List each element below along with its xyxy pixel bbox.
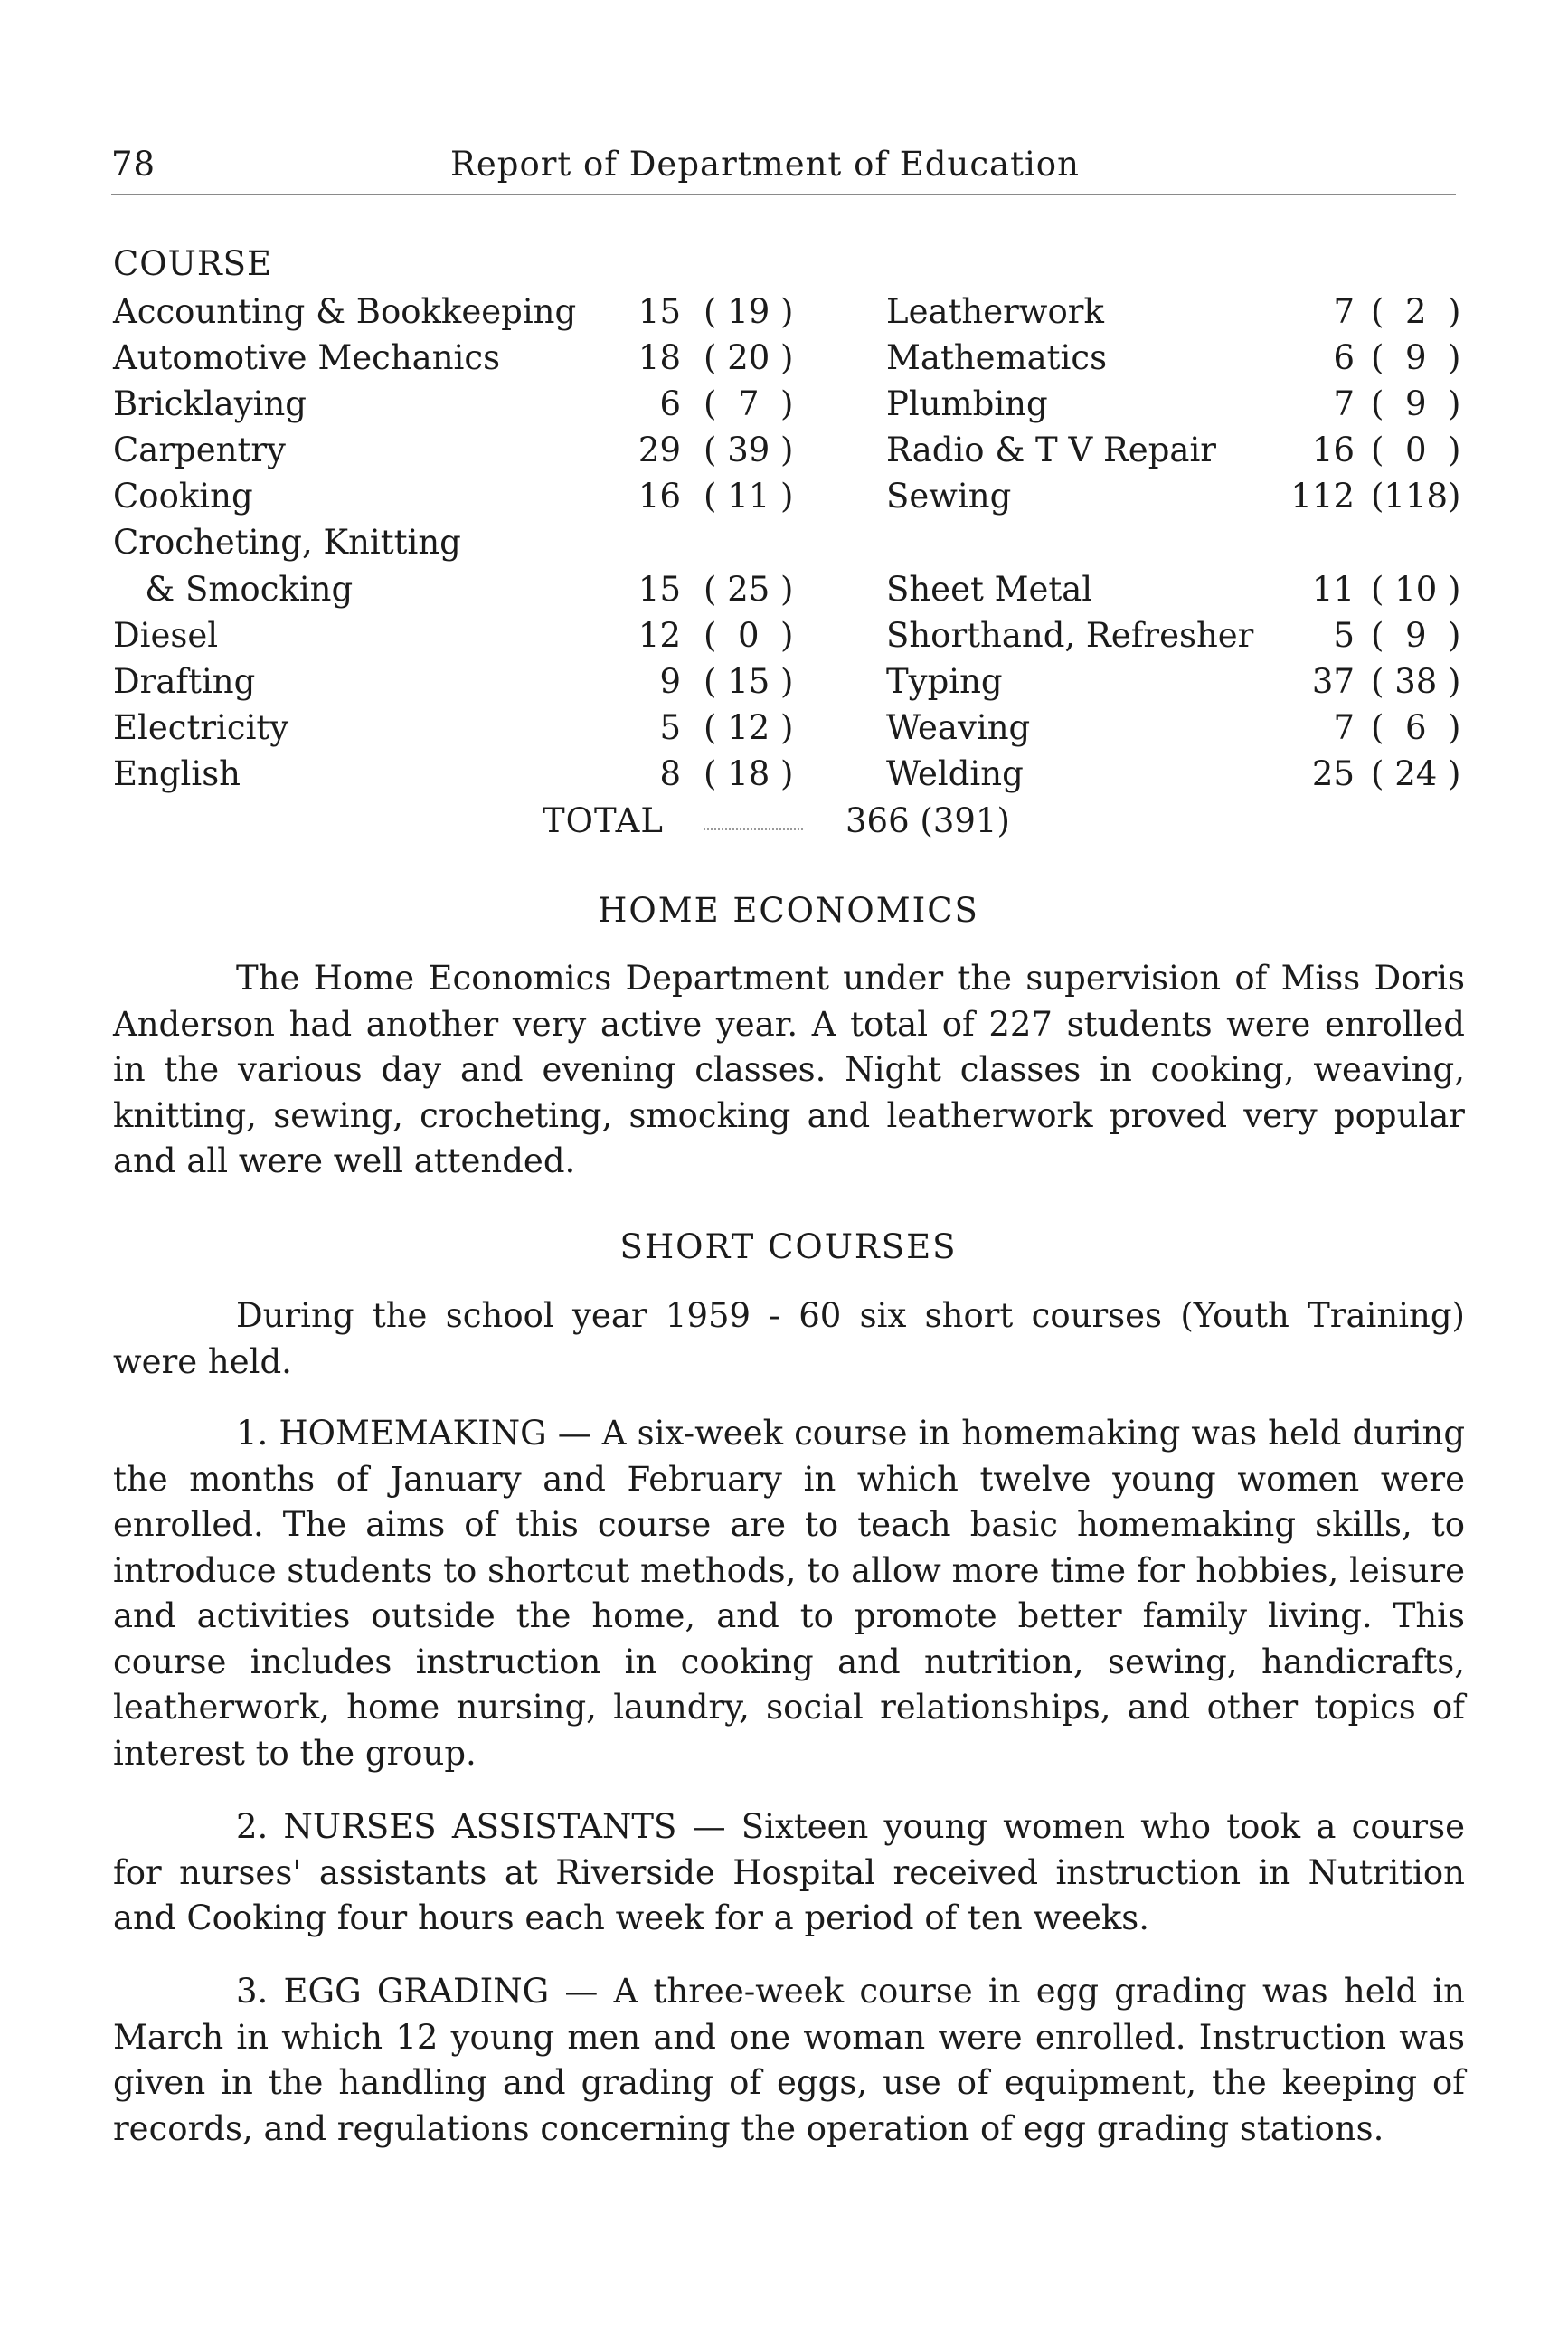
course-name: Typing [886,662,1003,701]
enrollment-previous: ( 9 ) [1371,616,1461,655]
enrollment-current: 9 [659,662,681,701]
short-courses-intro: During the school year 1959 - 60 six short courses (Youth Training) were held. [113,1296,1465,1381]
course-name: Leatherwork [886,292,1104,331]
enrollment-previous: ( 7 ) [704,384,794,423]
enrollment-previous: (118) [1371,477,1461,516]
table-row [0,289,1568,335]
section-title-short-courses: SHORT COURSES [619,1227,958,1266]
course-name: Plumbing [886,384,1048,423]
enrollment-previous: ( 0 ) [704,616,794,655]
enrollment-previous: ( 11 ) [704,477,794,516]
enrollment-current: 5 [659,708,681,747]
page-number: 78 [111,145,156,184]
enrollment-previous: ( 2 ) [1371,292,1461,331]
short-course-egg-grading: 3. EGG GRADING — A three-week course in egg grading was held in March in which 12 young men and one woman were enrolled. Instruction was given in the handling and grading of eggs, use of equipment, the keeping of records, and regulations concerning the operation of egg grading stations. [113,1972,1465,2148]
table-row [0,567,1568,612]
enrollment-previous: ( 0 ) [1371,431,1461,469]
enrollment-current: 25 [1311,754,1355,793]
course-name: Carpentry [113,431,286,469]
running-title: Report of Department of Education [450,145,1080,184]
course-name: Diesel [113,616,219,655]
enrollment-current: 37 [1311,662,1355,701]
table-row [0,382,1568,427]
leader-dots [704,828,803,830]
home-economics-paragraph: The Home Economics Department under the supervision of Miss Doris Anderson had another very active year. A total of 227 students were enrolled in the various day and evening classes. Night classes in cooking, weaving, knitting, sewing, crocheting, smocking and leatherwork proved very popular and all were well attended. [113,959,1465,1180]
course-name: Radio & T V Repair [886,431,1216,469]
course-name: Sheet Metal [886,570,1093,609]
section-title-home-economics: HOME ECONOMICS [598,891,979,930]
course-name: Cooking [113,477,253,516]
enrollment-previous: ( 9 ) [1371,384,1461,423]
enrollment-current: 29 [638,431,681,469]
enrollment-previous: ( 10 ) [1371,570,1461,609]
enrollment-current: 12 [638,616,681,655]
course-name: Accounting & Bookkeeping [113,292,577,331]
course-name: English [113,754,241,793]
enrollment-current: 16 [638,477,681,516]
enrollment-previous: ( 25 ) [704,570,794,609]
course-name: Shorthand, Refresher [886,616,1254,655]
enrollment-current: 7 [1333,708,1355,747]
short-course-nurses-assistants: 2. NURSES ASSISTANTS — Sixteen young women who took a course for nurses' assistants at Riverside Hospital received instruction in Nutrition and Cooking four hours each week for a period of ten weeks. [113,1807,1465,1937]
course-name: Weaving [886,708,1031,747]
course-name: Welding [886,754,1024,793]
enrollment-previous: ( 20 ) [704,338,794,377]
table-row [0,474,1568,519]
course-name: Bricklaying [113,384,307,423]
total-value: 366 (391) [845,801,1010,840]
table-row [0,659,1568,705]
table-row [0,428,1568,473]
header-rule [111,194,1456,195]
enrollment-previous: ( 6 ) [1371,708,1461,747]
course-name: Electricity [113,708,289,747]
course-name: Crocheting, Knitting [113,523,461,562]
enrollment-previous: ( 9 ) [1371,338,1461,377]
enrollment-current: 15 [638,292,681,331]
enrollment-current: 5 [1333,616,1355,655]
enrollment-current: 7 [1333,292,1355,331]
course-table-heading: COURSE [113,244,273,283]
enrollment-current: 6 [1333,338,1355,377]
enrollment-previous: ( 39 ) [704,431,794,469]
enrollment-previous: ( 19 ) [704,292,794,331]
enrollment-current: 6 [659,384,681,423]
enrollment-current: 15 [638,570,681,609]
table-row [0,520,1568,565]
course-name: & Smocking [113,570,354,609]
enrollment-previous: ( 24 ) [1371,754,1461,793]
enrollment-previous: ( 38 ) [1371,662,1461,701]
enrollment-current: 11 [1311,570,1355,609]
enrollment-current: 112 [1290,477,1355,516]
short-course-homemaking: 1. HOMEMAKING — A six-week course in homemaking was held during the months of January and February in which twelve young women were enrolled. The aims of this course are to teach basic homemaking skills, to introduce students to shortcut methods, to allow more time for hobbies, leisure and activities outside the home, and to promote better family living. This course includes instruction in cooking and nutrition, sewing, handicrafts, leatherwork, home nursing, laundry, social relationships, and other topics of interest to the group. [113,1414,1465,1773]
table-row [0,705,1568,751]
course-name: Automotive Mechanics [113,338,501,377]
running-header [111,145,1456,199]
enrollment-current: 18 [638,338,681,377]
enrollment-previous: ( 15 ) [704,662,794,701]
enrollment-current: 16 [1311,431,1355,469]
enrollment-current: 7 [1333,384,1355,423]
course-name: Mathematics [886,338,1108,377]
table-row [0,613,1568,658]
enrollment-current: 8 [659,754,681,793]
course-name: Sewing [886,477,1012,516]
enrollment-previous: ( 12 ) [704,708,794,747]
course-name: Drafting [113,662,256,701]
enrollment-previous: ( 18 ) [704,754,794,793]
table-row [0,336,1568,381]
total-label: TOTAL [543,801,664,840]
table-row [0,752,1568,797]
